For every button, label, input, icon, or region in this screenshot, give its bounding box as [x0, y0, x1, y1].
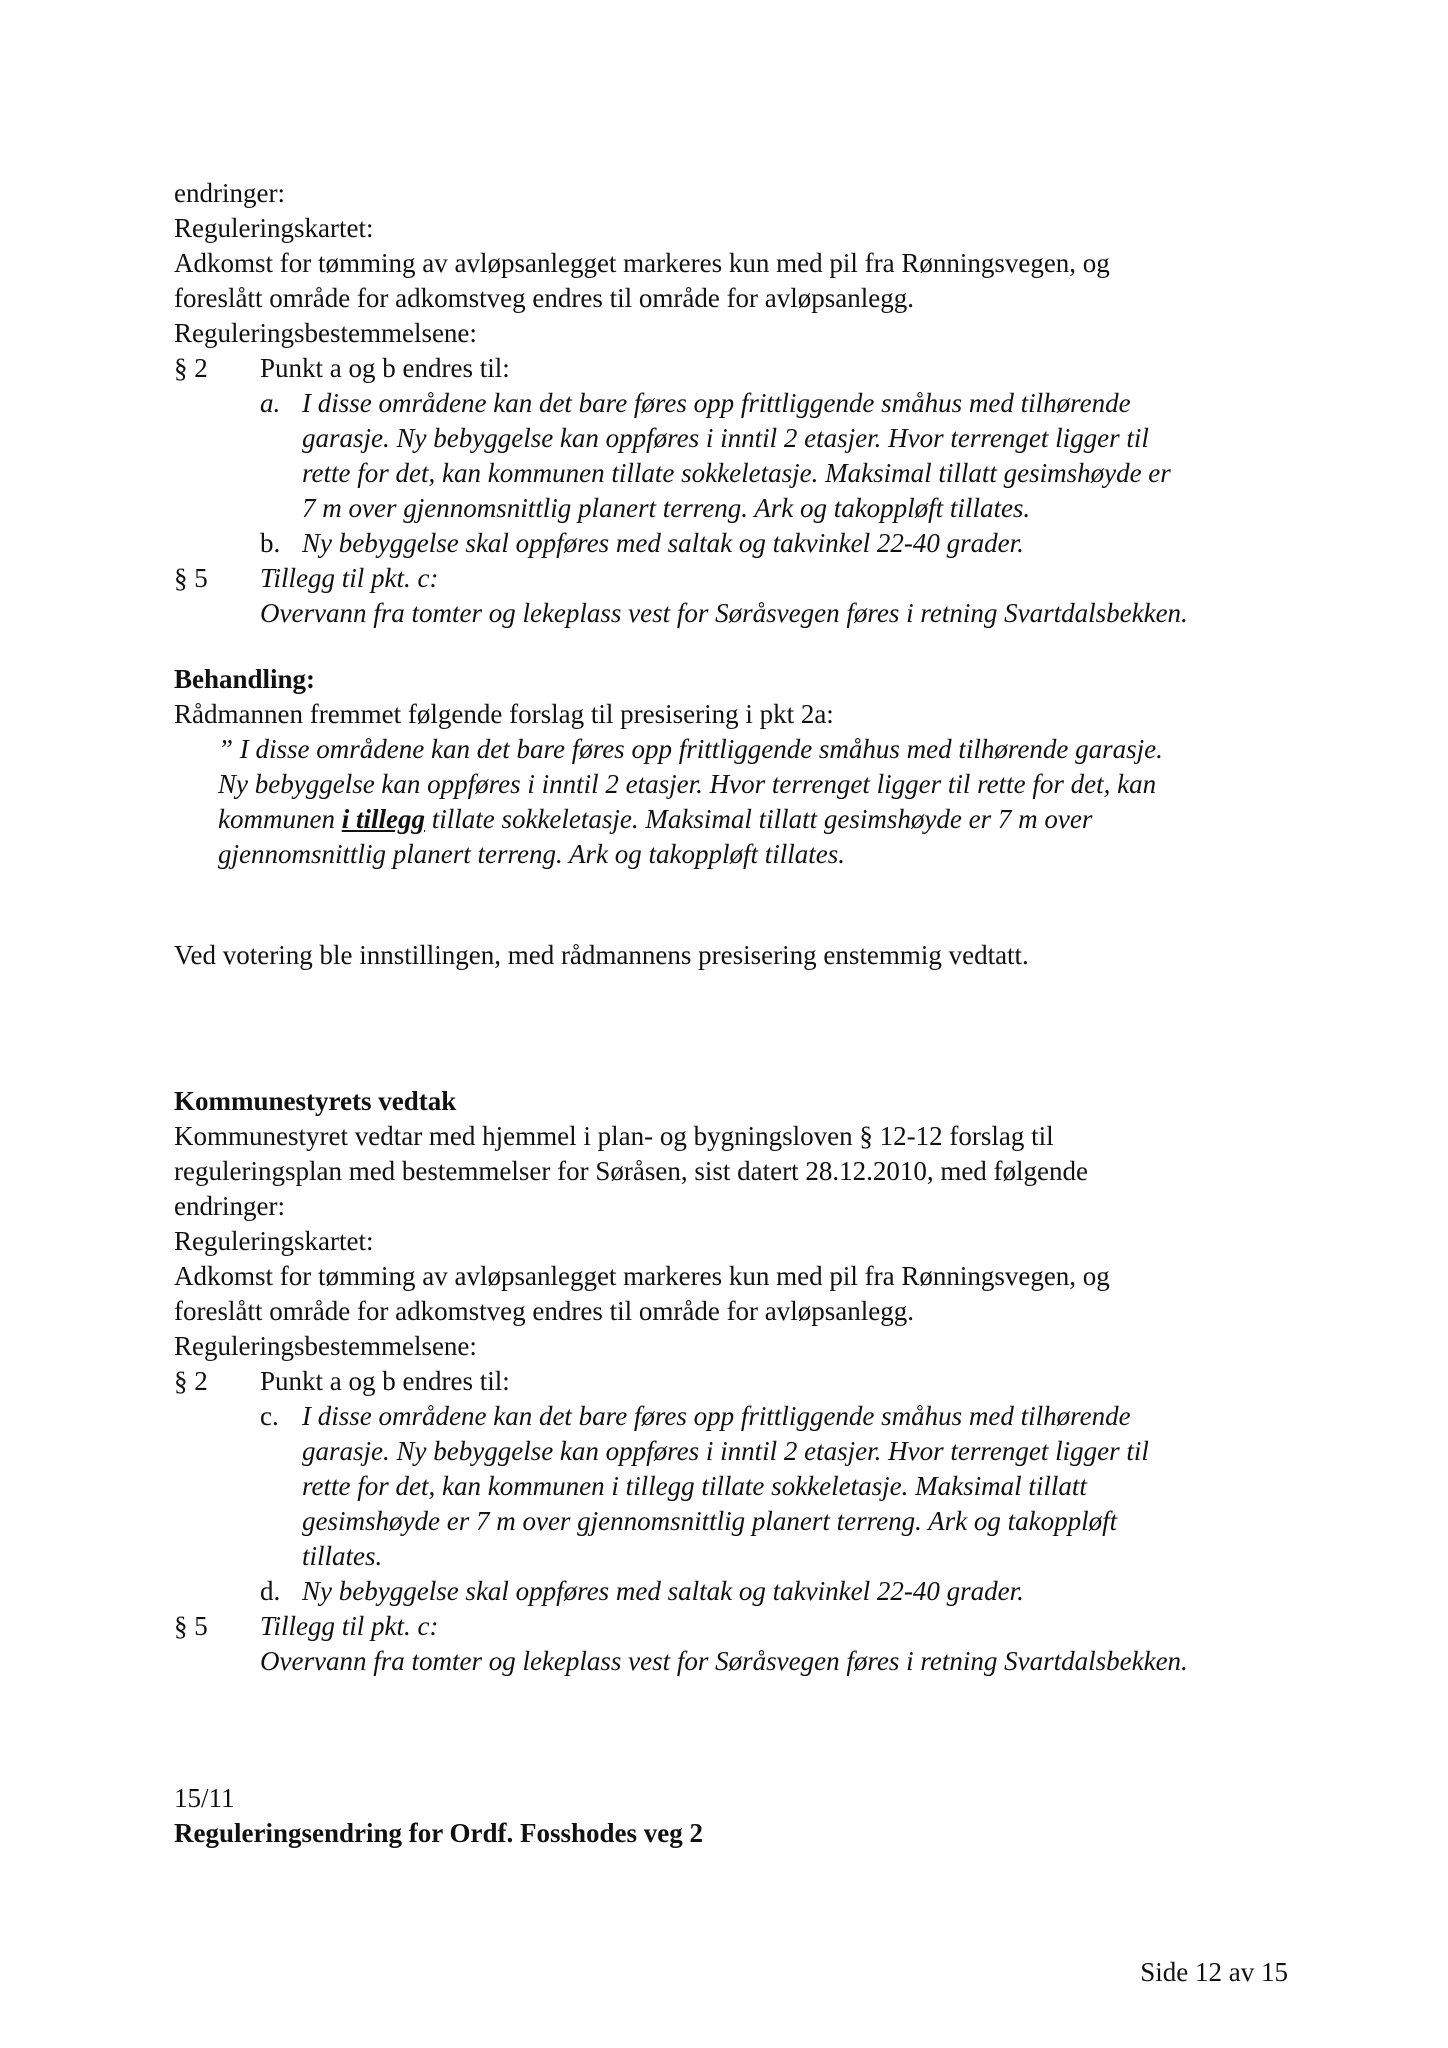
text-line: foreslått område for adkomstveg endres til område for avløpsanlegg. — [174, 1296, 915, 1326]
list-item-c — [174, 1399, 1314, 1574]
next-case — [174, 1781, 1314, 1851]
quote-line: Ny bebyggelse kan oppføres i inntil 2 etasjer. Hvor terrenget ligger til rette for det, kan — [218, 769, 1157, 799]
item-text-line: I disse områdene kan det bare føres opp frittliggende småhus med tilhørende — [302, 388, 1131, 418]
paragraph-number: § 5 — [174, 1611, 208, 1641]
text-line: Reguleringsbestemmelsene: — [174, 318, 477, 348]
text-line: Ved votering ble innstillingen, med rådmannens presisering enstemmig vedtatt. — [174, 940, 1029, 970]
text-line: Kommunestyret vedtar med hjemmel i plan- og bygningsloven § 12-12 forslag til — [174, 1121, 1054, 1151]
text-line: endringer: — [174, 1191, 285, 1221]
text-line: Reguleringskartet: — [174, 213, 374, 243]
section-heading: Behandling: — [174, 664, 316, 694]
text-line: reguleringsplan med bestemmelser for Søråsen, sist datert 28.12.2010, med følgende — [174, 1156, 1089, 1186]
underlined-insertion: i tillegg — [341, 804, 425, 834]
item-text-line: Ny bebyggelse skal oppføres med saltak og takvinkel 22-40 grader. — [302, 528, 1024, 558]
paragraph-subtext: Overvann fra tomter og lekeplass vest for Søråsvegen føres i retning Svartdalsbekken. — [260, 1646, 1188, 1676]
item-text-line: rette for det, kan kommunen i tillegg tillate sokkeletasje. Maksimal tillatt — [302, 1471, 1087, 1501]
item-text-line: gesimshøyde er 7 m over gjennomsnittlig planert terreng. Ark og takoppløft — [302, 1506, 1118, 1536]
item-text-line: tillates. — [302, 1541, 383, 1571]
text-line: Rådmannen fremmet følgende forslag til presisering i pkt 2a: — [174, 699, 834, 729]
paragraph-text: Punkt a og b endres til: — [260, 1366, 510, 1396]
paragraph-2 — [174, 351, 1314, 386]
text-line: foreslått område for adkomstveg endres til område for avløpsanlegg. — [174, 283, 915, 313]
case-number: 15/11 — [174, 1783, 235, 1813]
page-number: Side 12 av 15 — [1140, 1957, 1288, 1987]
list-item-d — [174, 1574, 1314, 1609]
list-item-a — [174, 386, 1314, 526]
paragraph-5 — [174, 561, 1314, 596]
votering — [174, 938, 1314, 973]
quote-line: ” I disse områdene kan det bare føres opp frittliggende småhus med tilhørende garasje. — [218, 734, 1163, 764]
case-title: Reguleringsendring for Ordf. Fosshodes veg 2 — [174, 1818, 704, 1848]
item-text-line: Ny bebyggelse skal oppføres med saltak og takvinkel 22-40 grader. — [302, 1576, 1024, 1606]
text-line: Adkomst for tømming av avløpsanlegget markeres kun med pil fra Rønningsvegen, og — [174, 248, 1110, 278]
paragraph-number: § 2 — [174, 1366, 208, 1396]
section-continued — [174, 176, 1314, 631]
text-line: Adkomst for tømming av avløpsanlegget markeres kun med pil fra Rønningsvegen, og — [174, 1261, 1110, 1291]
item-text-line: I disse områdene kan det bare føres opp frittliggende småhus med tilhørende — [302, 1401, 1131, 1431]
paragraph-number: § 5 — [174, 563, 208, 593]
list-item-b — [174, 526, 1314, 561]
vedtak-section — [174, 1084, 1314, 1679]
text-line: Reguleringsbestemmelsene: — [174, 1331, 477, 1361]
paragraph-text: Tillegg til pkt. c: — [260, 563, 439, 593]
quote-line: gjennomsnittlig planert terreng. Ark og takoppløft tillates. — [218, 839, 845, 869]
item-text-line: garasje. Ny bebyggelse kan oppføres i inntil 2 etasjer. Hvor terrenget ligger til — [302, 423, 1149, 453]
paragraph-subtext: Overvann fra tomter og lekeplass vest for Søråsvegen føres i retning Svartdalsbekken. — [260, 598, 1188, 628]
quote-text: tillate sokkeletasje. Maksimal tillatt gesimshøyde er 7 m over — [424, 804, 1093, 834]
paragraph-text: Punkt a og b endres til: — [260, 353, 510, 383]
behandling-section — [174, 662, 1314, 872]
quote-text: kommunen — [218, 804, 342, 834]
text-line: endringer: — [174, 178, 285, 208]
paragraph-text: Tillegg til pkt. c: — [260, 1611, 439, 1641]
item-label: a. — [260, 388, 281, 418]
item-label: b. — [260, 528, 281, 558]
paragraph-5 — [174, 1609, 1314, 1644]
item-text-line: 7 m over gjennomsnittlig planert terreng. Ark og takoppløft tillates. — [302, 493, 1031, 523]
text-line: Reguleringskartet: — [174, 1226, 374, 1256]
item-label: c. — [260, 1401, 279, 1431]
section-heading: Kommunestyrets vedtak — [174, 1086, 457, 1116]
quote-line — [174, 802, 1314, 837]
item-label: d. — [260, 1576, 281, 1606]
item-text-line: garasje. Ny bebyggelse kan oppføres i inntil 2 etasjer. Hvor terrenget ligger til — [302, 1436, 1149, 1466]
paragraph-2 — [174, 1364, 1314, 1399]
paragraph-number: § 2 — [174, 353, 208, 383]
item-text-line: rette for det, kan kommunen tillate sokkeletasje. Maksimal tillatt gesimshøyde er — [302, 458, 1171, 488]
